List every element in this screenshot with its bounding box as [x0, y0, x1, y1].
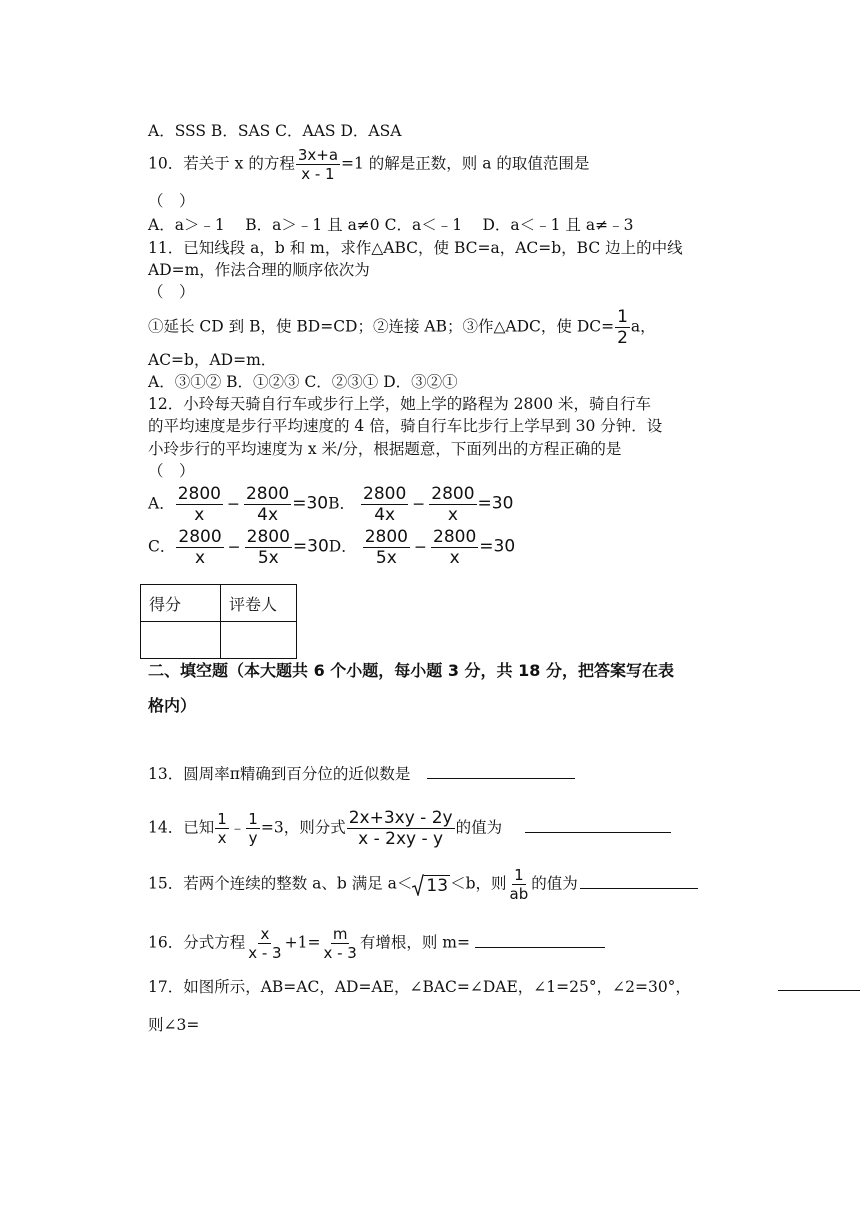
score-header: 得分 [141, 585, 221, 622]
q16-answer-blank[interactable] [475, 946, 605, 948]
q12-option-d-label: D． [328, 537, 357, 556]
q15-answer-blank[interactable] [580, 887, 698, 889]
q10-paren: （ ） [148, 192, 195, 210]
section2-heading-line1: 二、填空题（本大题共 6 个小题，每小题 3 分，共 18 分，把答案写在表 [148, 661, 674, 680]
q11-fraction: $\frac{1}{2}$ [617, 307, 628, 348]
q12-option-b-label: B． [328, 494, 356, 513]
q14: 14．已知 $\frac{1}{x}$ ﹣ $\frac{1}{y}$ =3，则分式 $\frac{2x+3xy - 2y}{x - 2xy - y}$ 的值为 [148, 808, 671, 849]
q13: 13．圆周率π精确到百分位的近似数是 [148, 763, 575, 785]
grader-header: 评卷人 [221, 585, 297, 622]
score-cell[interactable] [141, 622, 221, 659]
q10-suffix: =1 的解是正数，则 a 的取值范围是 [341, 154, 590, 173]
score-table [140, 584, 297, 659]
q9-options: A．SSS B．SAS C．AAS D．ASA [148, 122, 402, 140]
q17-line1: 17．如图所示，AB=AC，AD=AE，∠BAC=∠DAE，∠1=25°，∠2=30°， [148, 978, 691, 996]
q12-line1: 12．小玲每天骑自行车或步行上学，她上学的路程为 2800 米，骑自行车 [148, 395, 652, 413]
q11-line4: AC=b，AD=m． [148, 351, 277, 369]
q12-paren: （ ） [148, 462, 195, 480]
q10-prefix: 10．若关于 x 的方程 [148, 154, 295, 173]
q12-options-cd: C． $\frac{2800}{x}$ − $\frac{2800}{5x}$ =30D． $\frac{2800}{5x}$ − $\frac{2800}{x}$ =30 [148, 527, 516, 568]
q11-line1: 11．已知线段 a，b 和 m，求作△ABC，使 BC=a，AC=b，BC 边上的中线 [148, 239, 683, 257]
q13-answer-blank[interactable] [427, 777, 575, 779]
radical-icon [412, 874, 424, 896]
q11-steps: ①延长 CD 到 B，使 BD=CD；②连接 AB；③作△ADC，使 DC= $\frac{1}{2}$ a， [148, 307, 656, 348]
q10-fraction: $\frac{3x+a}{x - 1}$ [297, 146, 339, 183]
q17-answer-blank[interactable] [778, 989, 860, 991]
section2-heading-line2: 格内） [148, 696, 197, 715]
q10-stem [148, 146, 589, 183]
q12-line3: 小玲步行的平均速度为 x 米/分，根据题意，下面列出的方程正确的是 [148, 440, 622, 458]
q11-options: A．③①② B．①②③ C．②③① D．③②① [148, 373, 458, 391]
q11-line2: AD=m，作法合理的顺序依次为 [148, 261, 370, 279]
q12-line2: 的平均速度是步行平均速度的 4 倍，骑自行车比步行上学早到 30 分钟．设 [148, 417, 663, 435]
q16: 16．分式方程 $\frac{x}{x - 3}$ +1= $\frac{m}{x - 3}$ 有增根，则 m= [148, 925, 605, 962]
q11-paren: （ ） [148, 283, 195, 301]
q12-options-ab: A． $\frac{2800}{x}$ − $\frac{2800}{4x}$ =30B． $\frac{2800}{4x}$ − $\frac{2800}{x}$ =30 [148, 484, 514, 525]
q14-answer-blank[interactable] [525, 831, 671, 833]
q10-options: A．a＞﹣1 B．a＞﹣1 且 a≠0 C．a＜﹣1 D．a＜﹣1 且 a≠﹣3 [148, 216, 634, 234]
grader-cell[interactable] [221, 622, 297, 659]
q15: 15．若两个连续的整数 a、b 满足 a＜ 13 ＜b，则 $\frac{1}{ab}$ 的值为 [148, 866, 698, 903]
q17-line2: 则∠3= [148, 1016, 200, 1034]
q14-main-fraction: $\frac{2x+3xy - 2y}{x - 2xy - y}$ [348, 808, 453, 849]
q12-option-c-label: C． [148, 537, 176, 556]
q12-option-a-label: A． [148, 494, 175, 513]
sqrt-13: 13 [412, 874, 450, 896]
